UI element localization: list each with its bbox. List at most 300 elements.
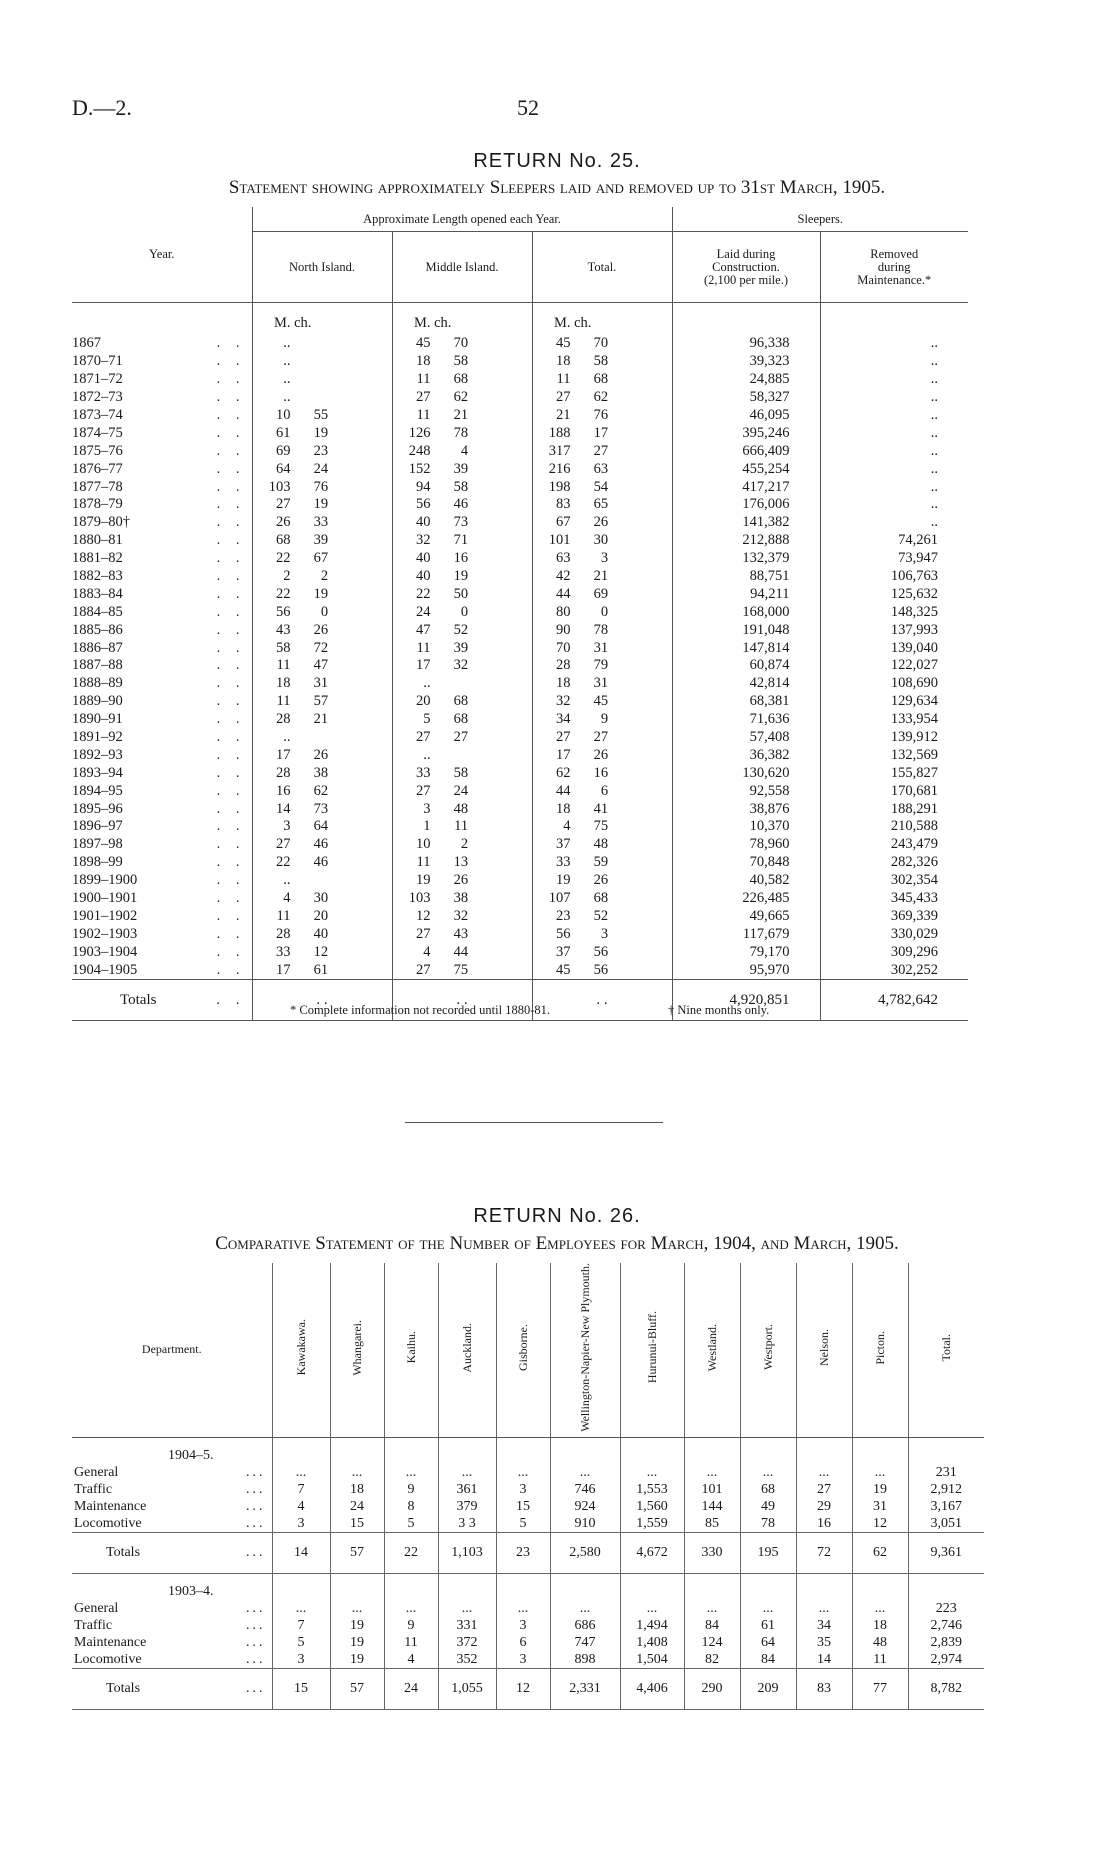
count-cell: 1,560: [620, 1498, 684, 1515]
laid-cell: 60,874: [672, 657, 820, 675]
north-cell: 2 2: [252, 568, 392, 586]
sleepers-row: [72, 424, 968, 442]
count-cell: 3,051: [908, 1515, 984, 1533]
removed-cell: 188,291: [820, 800, 968, 818]
laid-cell: 39,323: [672, 353, 820, 371]
laid-cell: 57,408: [672, 729, 820, 747]
total-cell: 34 9: [532, 711, 672, 729]
laid-cell: 132,379: [672, 550, 820, 568]
totals-label: Totals: [72, 1668, 172, 1709]
middle-cell: ..: [392, 675, 532, 693]
count-cell: 3: [272, 1651, 330, 1669]
total-count-cell: 209: [740, 1668, 796, 1709]
sleepers-row: [72, 800, 968, 818]
sleepers-row: [72, 925, 968, 943]
removed-header: Removed during Maintenance.*: [820, 232, 968, 303]
laid-cell: 46,095: [672, 407, 820, 425]
count-cell: 1,504: [620, 1651, 684, 1669]
count-cell: 331: [438, 1617, 496, 1634]
north-cell: 27 19: [252, 496, 392, 514]
removed-cell: ..: [820, 460, 968, 478]
leader-dots: ...: [246, 1617, 266, 1633]
sleepers-row: [72, 729, 968, 747]
total-cell: 4 75: [532, 818, 672, 836]
north-cell: ..: [252, 729, 392, 747]
sleepers-row: [72, 532, 968, 550]
leader-dots: . .: [216, 961, 246, 978]
count-cell: 372: [438, 1634, 496, 1651]
total-cell: 44 69: [532, 585, 672, 603]
count-cell: 144: [684, 1498, 740, 1515]
totals-row: [72, 1532, 984, 1573]
count-cell: ...: [550, 1600, 620, 1617]
laid-cell: 176,006: [672, 496, 820, 514]
sleepers-row: [72, 836, 968, 854]
count-cell: 747: [550, 1634, 620, 1651]
count-cell: 1,559: [620, 1515, 684, 1533]
removed-cell: 122,027: [820, 657, 968, 675]
sleepers-row: [72, 335, 968, 353]
district-header: Hurunui-Bluff.: [620, 1263, 684, 1437]
removed-cell: 345,433: [820, 890, 968, 908]
year-cell: 1899–1900: [72, 872, 138, 889]
sleepers-row: [72, 568, 968, 586]
year-cell: 1876–77: [72, 460, 123, 477]
laid-cell: 36,382: [672, 746, 820, 764]
middle-cell: 56 46: [392, 496, 532, 514]
middle-cell: 18 58: [392, 353, 532, 371]
count-cell: 48: [852, 1634, 908, 1651]
leader-dots: . .: [216, 335, 246, 352]
north-cell: 11 20: [252, 908, 392, 926]
total-count-cell: 62: [852, 1532, 908, 1573]
count-cell: 15: [496, 1498, 550, 1515]
year-cell: 1891–92: [72, 729, 123, 746]
employee-row: [72, 1515, 984, 1533]
laid-cell: 70,848: [672, 854, 820, 872]
laid-cell: 49,665: [672, 908, 820, 926]
count-cell: 4: [272, 1498, 330, 1515]
north-cell: 28 38: [252, 764, 392, 782]
count-cell: 1,408: [620, 1634, 684, 1651]
count-cell: ...: [620, 1464, 684, 1481]
north-cell: 22 67: [252, 550, 392, 568]
count-cell: 101: [684, 1481, 740, 1498]
north-cell: 33 12: [252, 943, 392, 961]
leader-dots: . .: [216, 621, 246, 638]
laid-cell: 168,000: [672, 603, 820, 621]
north-cell: 43 26: [252, 621, 392, 639]
total-count-cell: 4,672: [620, 1532, 684, 1573]
totals-total: . .: [532, 980, 672, 1021]
district-header: Westland.: [684, 1263, 740, 1437]
removed-cell: 137,993: [820, 621, 968, 639]
count-cell: ...: [384, 1464, 438, 1481]
laid-cell: 92,558: [672, 782, 820, 800]
totals-laid: 4,920,851: [672, 980, 820, 1021]
count-cell: 223: [908, 1600, 984, 1617]
laid-cell: 95,970: [672, 961, 820, 979]
middle-cell: 45 70: [392, 335, 532, 353]
count-cell: 7: [272, 1481, 330, 1498]
north-cell: 68 39: [252, 532, 392, 550]
removed-cell: 133,954: [820, 711, 968, 729]
middle-cell: 10 2: [392, 836, 532, 854]
laid-cell: 130,620: [672, 764, 820, 782]
count-cell: 2,974: [908, 1651, 984, 1669]
middle-cell: 17 32: [392, 657, 532, 675]
middle-cell: 11 21: [392, 407, 532, 425]
count-cell: ...: [330, 1464, 384, 1481]
leader-dots: . .: [216, 943, 246, 960]
middle-island-header: Middle Island.: [392, 232, 532, 303]
total-count-cell: 1,103: [438, 1532, 496, 1573]
count-cell: 898: [550, 1651, 620, 1669]
year-cell: 1886–87: [72, 639, 123, 656]
sleepers-row: [72, 961, 968, 979]
year-cell: 1897–98: [72, 836, 123, 853]
employee-row: [72, 1634, 984, 1651]
leader-dots: ...: [246, 1634, 266, 1650]
north-cell: ..: [252, 389, 392, 407]
total-cell: 62 16: [532, 764, 672, 782]
leader-dots: . .: [216, 872, 246, 889]
return-26-title: RETURN No. 26.: [473, 1205, 641, 1227]
total-cell: 44 6: [532, 782, 672, 800]
leader-dots: ...: [246, 1464, 266, 1480]
laid-cell: 58,327: [672, 389, 820, 407]
laid-cell: 71,636: [672, 711, 820, 729]
count-cell: 6: [496, 1634, 550, 1651]
count-cell: 4: [384, 1651, 438, 1669]
total-cell: 198 54: [532, 478, 672, 496]
count-cell: ...: [740, 1600, 796, 1617]
department-cell: General: [74, 1464, 119, 1480]
laid-cell: 24,885: [672, 371, 820, 389]
total-cell: 42 21: [532, 568, 672, 586]
middle-cell: ..: [392, 746, 532, 764]
north-cell: 27 46: [252, 836, 392, 854]
district-header: Gisborne.: [496, 1263, 550, 1437]
laid-cell: 78,960: [672, 836, 820, 854]
total-header: Total.: [532, 232, 672, 303]
sleepers-row: [72, 478, 968, 496]
count-cell: 19: [330, 1651, 384, 1669]
leader-dots: . .: [216, 514, 246, 531]
total-cell: 18 31: [532, 675, 672, 693]
count-cell: 2,912: [908, 1481, 984, 1498]
count-cell: 3: [496, 1617, 550, 1634]
count-cell: 35: [796, 1634, 852, 1651]
count-cell: 231: [908, 1464, 984, 1481]
north-cell: 26 33: [252, 514, 392, 532]
removed-cell: 330,029: [820, 925, 968, 943]
removed-cell: ..: [820, 496, 968, 514]
year-cell: 1894–95: [72, 782, 123, 799]
department-cell: Maintenance: [74, 1498, 147, 1514]
count-cell: ...: [496, 1600, 550, 1617]
totals-north: . .: [252, 980, 392, 1021]
removed-cell: 210,588: [820, 818, 968, 836]
total-cell: 19 26: [532, 872, 672, 890]
department-cell: General: [74, 1600, 119, 1616]
leader-dots: . .: [216, 800, 246, 817]
leader-dots: . .: [216, 424, 246, 441]
total-cell: 216 63: [532, 460, 672, 478]
laid-cell: 212,888: [672, 532, 820, 550]
leader-dots: . .: [216, 496, 246, 513]
sleepers-row: [72, 389, 968, 407]
total-cell: 18 41: [532, 800, 672, 818]
period-label: 1903–4.: [168, 1583, 214, 1599]
removed-cell: 139,912: [820, 729, 968, 747]
count-cell: 34: [796, 1617, 852, 1634]
count-cell: ...: [620, 1600, 684, 1617]
sleepers-row: [72, 711, 968, 729]
north-cell: 22 46: [252, 854, 392, 872]
removed-cell: 74,261: [820, 532, 968, 550]
leader-dots: . .: [216, 585, 246, 602]
removed-cell: 132,569: [820, 746, 968, 764]
year-cell: 1883–84: [72, 585, 123, 602]
sleepers-row: [72, 890, 968, 908]
year-cell: 1892–93: [72, 746, 123, 763]
total-count-cell: 9,361: [908, 1532, 984, 1573]
laid-cell: 455,254: [672, 460, 820, 478]
district-header: Kaihu.: [384, 1263, 438, 1437]
leader-dots: ...: [246, 1498, 266, 1514]
total-cell: 28 79: [532, 657, 672, 675]
middle-cell: 126 78: [392, 424, 532, 442]
sleepers-table: Year. Approximate Length opened each Year. Sleepers. North Island. Middle Island. Total. Laid during Construction. (2,100 per mile.) Removed during Maintenance.* M. ch. M. ch. M. ch. 1867 . . .. 45 70 45 70 96,338 .. 1870–71 . . .. 18 58 18 58 39,323 .. 1871–72 . . .. 11 68 11 68 24,885 .. 1872–73 . . .. 27 62 27 62 58,327 .. 1873–74 . . 10 55 11 21 21 76 46,095 .. 1874–75 . . 61 19 126 78 188 17 395,246 .. 1875–76 . . 69 23 248 4 317 27 666,409 .. 1876–77 . . 64 24 152 39 216 63 455,254 .. 1877–78 . . 103 76 94 58 198 54 417,217 .. 1878–79 . . 27 19 56 46 83 65 176,006 .. 1879–80† . . 26 33 40 73 67 26 141,382 .. 1880–81 . . 68 39 32 71 101 30 212,888 74,261 1881–82 . . 22 67 40 16 63 3 132,379 73,947 1882–83 . . 2 2 40 19 42 21 88,751 106,763 1883–84 . . 22 19 22 50 44 69 94,211 125,632 1884–85 . . 56 0 24 0 80 0 168,000 148,325 1885–86 . . 43 26 47 52 90 78 191,048 137,993 1886–87 . . 58 72 11 39 70 31 147,814 139,040 1887–88 . . 11 47 17 32 28 79 60,874 122,027 1888–89 . . 18 31 .. 18 31 42,814 108,690 1889–90 . . 11 57 20 68 32 45 68,381 129,634 1890–91 . . 28 21 5 68 34 9 71,636 133,954 1891–92 . . .. 27 27 27 27 57,408 139,912 1892–93 . . 17 26 .. 17 26 36,382 132,569 1893–94 . . 28 38 33 58 62 16 130,620 155,827 1894–95 . . 16 62 27 24 44 6 92,558 170,681 1895–96 . . 14 73 3 48 18 41 38,876 188,291 1896–97 . . 3 64 1 11 4 75 10,370 210,588 1897–98 . . 27 46 10 2 37 48 78,960 243,479 1898–99 . . 22 46 11 13 33 59 70,848 282,326 1899–1900 . . .. 19 26 19 26 40,582 302,354 1900–1901 . . 4 30 103 38 107 68 226,485 345,433 1901–1902 . . 11 20 12 32 23 52 49,665 369,339 1902–1903 . . 28 40 27 43 56 3 117,679 330,029 1903–1904 . . 33 12 4 44 37 56 79,170 309,296 1904–1905 . . 17 61 27 75 45 56 95,970 302,252 Totals . . . . . . . . 4,920,851 4,782,642: [72, 207, 968, 1021]
employees-table: [72, 1263, 984, 1710]
north-cell: 17 61: [252, 961, 392, 979]
count-cell: 49: [740, 1498, 796, 1515]
count-cell: ...: [740, 1464, 796, 1481]
leader-dots: . .: [216, 925, 246, 942]
removed-cell: 125,632: [820, 585, 968, 603]
year-cell: 1888–89: [72, 675, 123, 692]
laid-cell: 417,217: [672, 478, 820, 496]
north-cell: 17 26: [252, 746, 392, 764]
north-cell: 14 73: [252, 800, 392, 818]
leader-dots: . .: [216, 639, 246, 656]
leader-dots: . .: [216, 907, 246, 924]
total-count-cell: 23: [496, 1532, 550, 1573]
sleepers-row: [72, 460, 968, 478]
count-cell: 352: [438, 1651, 496, 1669]
count-cell: 2,839: [908, 1634, 984, 1651]
leader-dots: . .: [216, 603, 246, 620]
count-cell: 3,167: [908, 1498, 984, 1515]
count-cell: 84: [740, 1651, 796, 1669]
laid-cell: 88,751: [672, 568, 820, 586]
district-header: Picton.: [852, 1263, 908, 1437]
total-cell: 188 17: [532, 424, 672, 442]
count-cell: 84: [684, 1617, 740, 1634]
sleepers-row: [72, 496, 968, 514]
count-cell: 18: [852, 1617, 908, 1634]
total-count-cell: 72: [796, 1532, 852, 1573]
district-header: Nelson.: [796, 1263, 852, 1437]
total-cell: 33 59: [532, 854, 672, 872]
count-cell: 686: [550, 1617, 620, 1634]
count-cell: ...: [796, 1600, 852, 1617]
count-cell: ...: [438, 1464, 496, 1481]
count-cell: 18: [330, 1481, 384, 1498]
north-cell: 11 47: [252, 657, 392, 675]
middle-cell: 103 38: [392, 890, 532, 908]
department-cell: Traffic: [74, 1617, 113, 1633]
middle-cell: 11 13: [392, 854, 532, 872]
year-cell: 1882–83: [72, 568, 123, 585]
count-cell: 361: [438, 1481, 496, 1498]
year-cell: 1885–86: [72, 621, 123, 638]
count-cell: 7: [272, 1617, 330, 1634]
count-cell: 3 3: [438, 1515, 496, 1533]
north-cell: 11 57: [252, 693, 392, 711]
middle-cell: 248 4: [392, 442, 532, 460]
section-divider: [405, 1122, 663, 1123]
year-cell: 1903–1904: [72, 943, 138, 960]
leader-dots: ...: [246, 1515, 266, 1531]
middle-cell: 11 68: [392, 371, 532, 389]
count-cell: 2,746: [908, 1617, 984, 1634]
year-cell: 1887–88: [72, 657, 123, 674]
laid-cell: 191,048: [672, 621, 820, 639]
count-cell: ...: [796, 1464, 852, 1481]
sleepers-row: [72, 943, 968, 961]
leader-dots: . .: [216, 890, 246, 907]
leader-dots: ...: [172, 1532, 272, 1573]
count-cell: 29: [796, 1498, 852, 1515]
removed-cell: 282,326: [820, 854, 968, 872]
sleepers-row: [72, 693, 968, 711]
count-cell: 78: [740, 1515, 796, 1533]
north-cell: 16 62: [252, 782, 392, 800]
leader-dots: . .: [216, 353, 246, 370]
laid-cell: 40,582: [672, 872, 820, 890]
removed-cell: 148,325: [820, 603, 968, 621]
return-25-title: RETURN No. 25.: [473, 150, 641, 172]
removed-cell: 155,827: [820, 764, 968, 782]
return-25-subtitle: Statement showing approximately Sleepers laid and removed up to 31st March, 1905.: [228, 177, 886, 198]
year-cell: 1871–72: [72, 371, 123, 388]
count-cell: 3: [272, 1515, 330, 1533]
count-cell: 910: [550, 1515, 620, 1533]
leader-dots: . .: [216, 693, 246, 710]
leader-dots: . .: [216, 782, 246, 799]
sleepers-row: [72, 764, 968, 782]
north-cell: ..: [252, 353, 392, 371]
leader-dots: . .: [216, 746, 246, 763]
total-count-cell: 2,580: [550, 1532, 620, 1573]
count-cell: 11: [852, 1651, 908, 1669]
removed-cell: ..: [820, 514, 968, 532]
employee-row: [72, 1498, 984, 1515]
document-code: D.—2.: [72, 95, 132, 120]
total-cell: 18 58: [532, 353, 672, 371]
total-cell: 37 56: [532, 943, 672, 961]
removed-cell: ..: [820, 424, 968, 442]
count-cell: 124: [684, 1634, 740, 1651]
leader-dots: . .: [216, 764, 246, 781]
total-cell: 23 52: [532, 908, 672, 926]
total-cell: 63 3: [532, 550, 672, 568]
totals-label: Totals: [72, 980, 162, 1021]
count-cell: 82: [684, 1651, 740, 1669]
count-cell: ...: [852, 1464, 908, 1481]
total-cell: 32 45: [532, 693, 672, 711]
sleepers-row: [72, 746, 968, 764]
removed-cell: ..: [820, 442, 968, 460]
removed-cell: 139,040: [820, 639, 968, 657]
north-cell: ..: [252, 335, 392, 353]
count-cell: 24: [330, 1498, 384, 1515]
total-count-cell: 77: [852, 1668, 908, 1709]
middle-cell: 27 62: [392, 389, 532, 407]
leader-dots: . .: [216, 729, 246, 746]
leader-dots: ...: [246, 1600, 266, 1616]
sleepers-row: [72, 818, 968, 836]
total-cell: 317 27: [532, 442, 672, 460]
removed-cell: 108,690: [820, 675, 968, 693]
employee-row: [72, 1464, 984, 1481]
sleepers-row: [72, 908, 968, 926]
count-cell: 9: [384, 1617, 438, 1634]
year-cell: 1900–1901: [72, 890, 138, 907]
year-cell: 1896–97: [72, 818, 123, 835]
laid-cell: 395,246: [672, 424, 820, 442]
middle-cell: 32 71: [392, 532, 532, 550]
middle-cell: 40 19: [392, 568, 532, 586]
north-cell: 10 55: [252, 407, 392, 425]
count-cell: 15: [330, 1515, 384, 1533]
year-cell: 1872–73: [72, 389, 123, 406]
middle-cell: 20 68: [392, 693, 532, 711]
district-header: Whangarei.: [330, 1263, 384, 1437]
page-number: 52: [517, 95, 539, 120]
year-cell: 1870–71: [72, 353, 123, 370]
leader-dots: . .: [216, 389, 246, 406]
sleepers-row: [72, 782, 968, 800]
leader-dots: . .: [216, 854, 246, 871]
year-cell: 1879–80†: [72, 514, 130, 531]
totals-removed: 4,782,642: [820, 980, 968, 1021]
leader-dots: . .: [216, 442, 246, 459]
sleepers-row: [72, 639, 968, 657]
footnote-nine-months: † Nine months only.: [668, 1003, 770, 1017]
count-cell: 64: [740, 1634, 796, 1651]
sleepers-row: [72, 872, 968, 890]
count-cell: ...: [496, 1464, 550, 1481]
total-count-cell: 15: [272, 1668, 330, 1709]
department-cell: Locomotive: [74, 1515, 142, 1531]
year-cell: 1901–1902: [72, 907, 138, 924]
sleepers-row: [72, 854, 968, 872]
leader-dots: . .: [216, 407, 246, 423]
count-cell: 746: [550, 1481, 620, 1498]
removed-cell: 106,763: [820, 568, 968, 586]
total-cell: 101 30: [532, 532, 672, 550]
count-cell: 379: [438, 1498, 496, 1515]
removed-cell: ..: [820, 335, 968, 353]
leader-dots: . .: [216, 460, 246, 477]
department-cell: Locomotive: [74, 1651, 142, 1667]
totals-middle: . .: [392, 980, 532, 1021]
total-count-cell: 12: [496, 1668, 550, 1709]
count-cell: 5: [496, 1515, 550, 1533]
